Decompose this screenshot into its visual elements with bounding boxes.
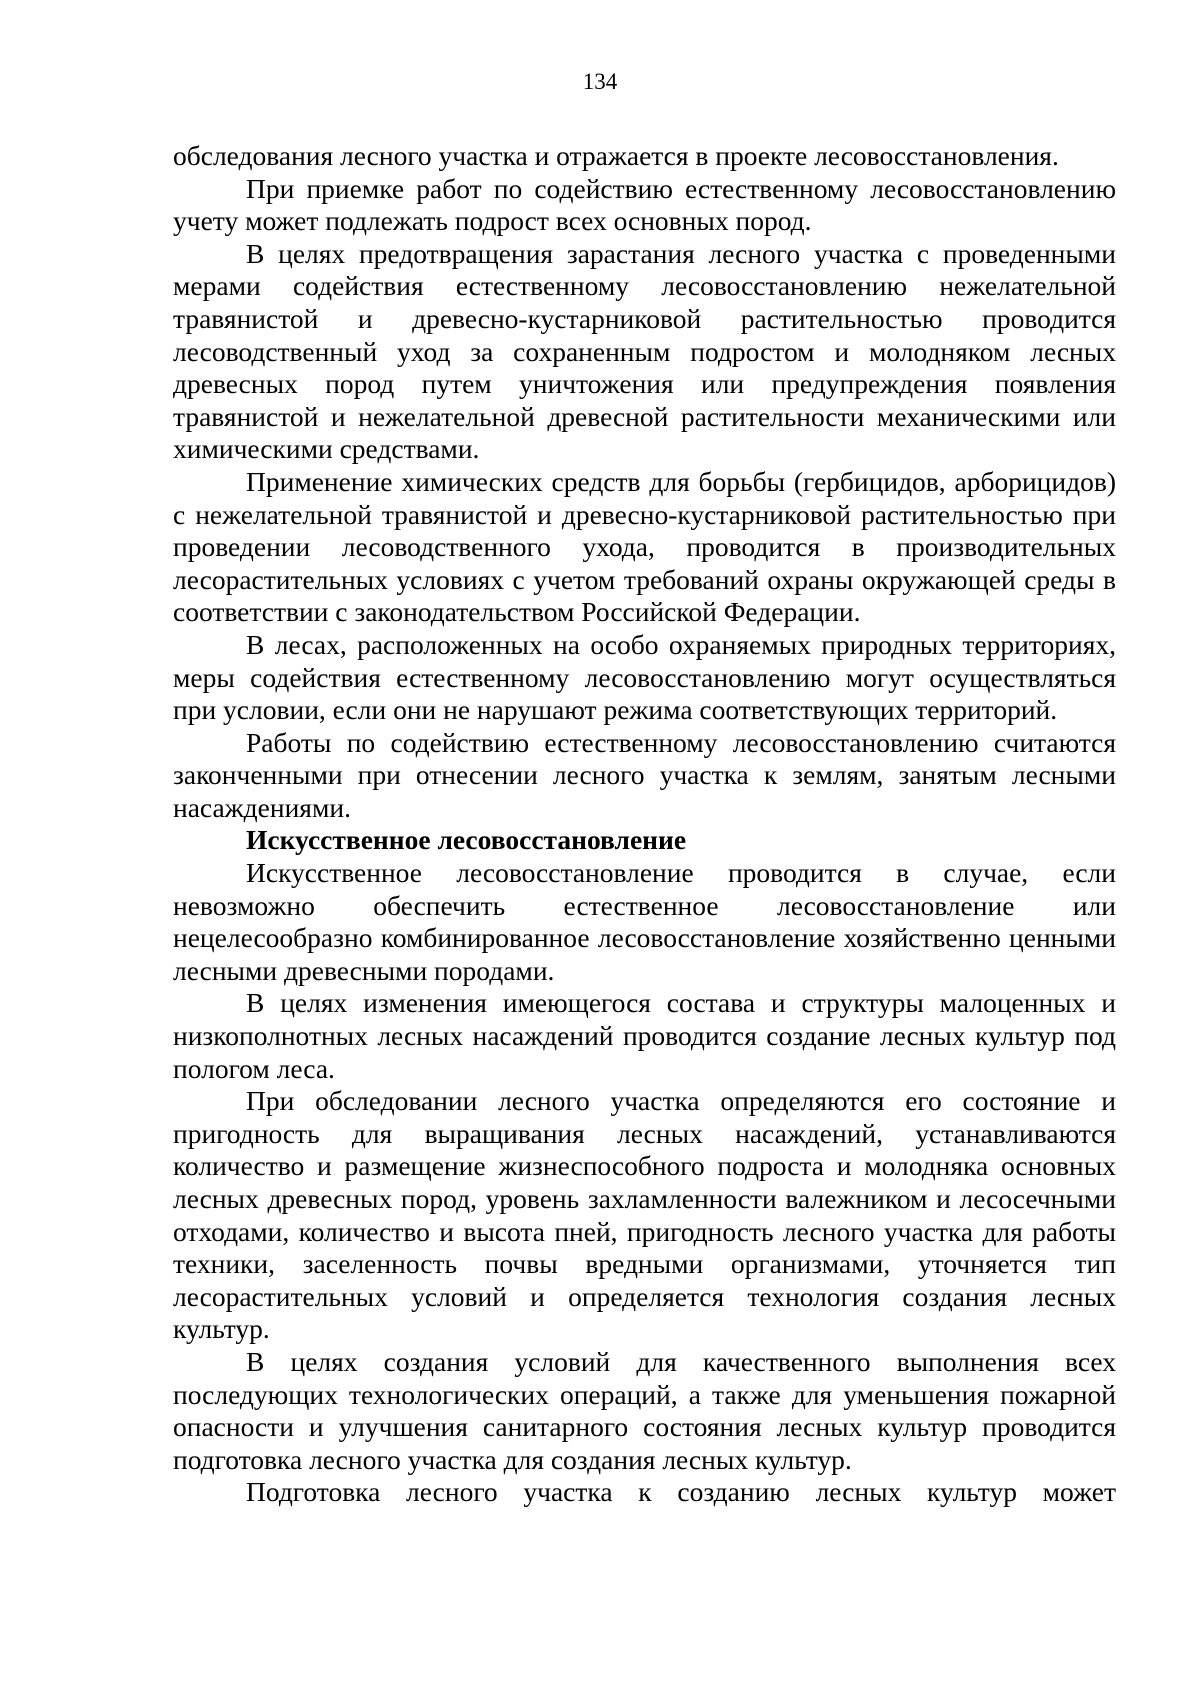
paragraph: В целях изменения имеющегося состава и структуры малоценных и низкополнотных лесных насаждений проводится создание лесных культур под пологом леса. — [173, 987, 1116, 1084]
paragraph-continuation: обследования лесного участка и отражается в проекте лесовосстановления. — [173, 140, 1059, 171]
paragraph: При обследовании лесного участка определяются его состояние и пригодность для выращивания лесных насаждений, устанавливаются количество и размещение жизнеспособного подроста и молодняка основных лесных древесных пород, уровень захламленности валежником и лесосечными отходами, количество и высота пней, пригодность лесного участка для работы техники, заселенность почвы вредными организмами, уточняется тип лесорастительных условий и определяется технология создания лесных культур. — [173, 1085, 1116, 1345]
paragraph: В лесах, расположенных на особо охраняемых природных территориях, меры содействия естественному лесовосстановлению могут осуществляться при условии, если они не нарушают режима соответствующих территорий. — [173, 628, 1116, 726]
paragraph: При приемке работ по содействию естественному лесовосстановлению учету может подлежать подрост всех основных пород. — [173, 172, 1116, 237]
paragraph-truncated: Подготовка лесного участка к созданию лесных культур может — [246, 1476, 1116, 1508]
paragraph: Искусственное лесовосстановление проводится в случае, если невозможно обеспечить естественное лесовосстановление или нецелесообразно комбинированное лесовосстановление хозяйственно ценными лесными древесными породами. — [173, 857, 1116, 986]
paragraph: В целях создания условий для качественного выполнения всех последующих технологических операций, а также для уменьшения пожарной опасности и улучшения санитарного состояния лесных культур проводится подготовка лесного участка для создания лесных культур. — [173, 1345, 1116, 1475]
section-heading: Искусственное лесовосстановление — [246, 824, 687, 856]
page-number: 134 — [582, 69, 618, 94]
paragraph: В целях предотвращения зарастания лесного участка с проведенными мерами содействия естественному лесовосстановлению нежелательной травянистой и древесно-кустарниковой растительностью проводится лесоводственный уход за сохраненным подростом и молодняком лесных древесных пород путем уничтожения или предупреждения появления травянистой и нежелательной древесной растительности механическими или химическими средствами. — [173, 237, 1116, 465]
paragraph: Применение химических средств для борьбы (гербицидов, арборицидов) с нежелательной травянистой и древесно-кустарниковой растительностью при проведении лесоводственного ухода, проводится в производительных лесорастительных условиях с учетом требований охраны окружающей среды в соответствии с законодательством Российской Федерации. — [173, 465, 1116, 628]
paragraph: Работы по содействию естественному лесовосстановлению считаются законченными при отнесении лесного участка к землям, занятым лесными насаждениями. — [173, 726, 1116, 823]
page-body — [173, 140, 1116, 1509]
